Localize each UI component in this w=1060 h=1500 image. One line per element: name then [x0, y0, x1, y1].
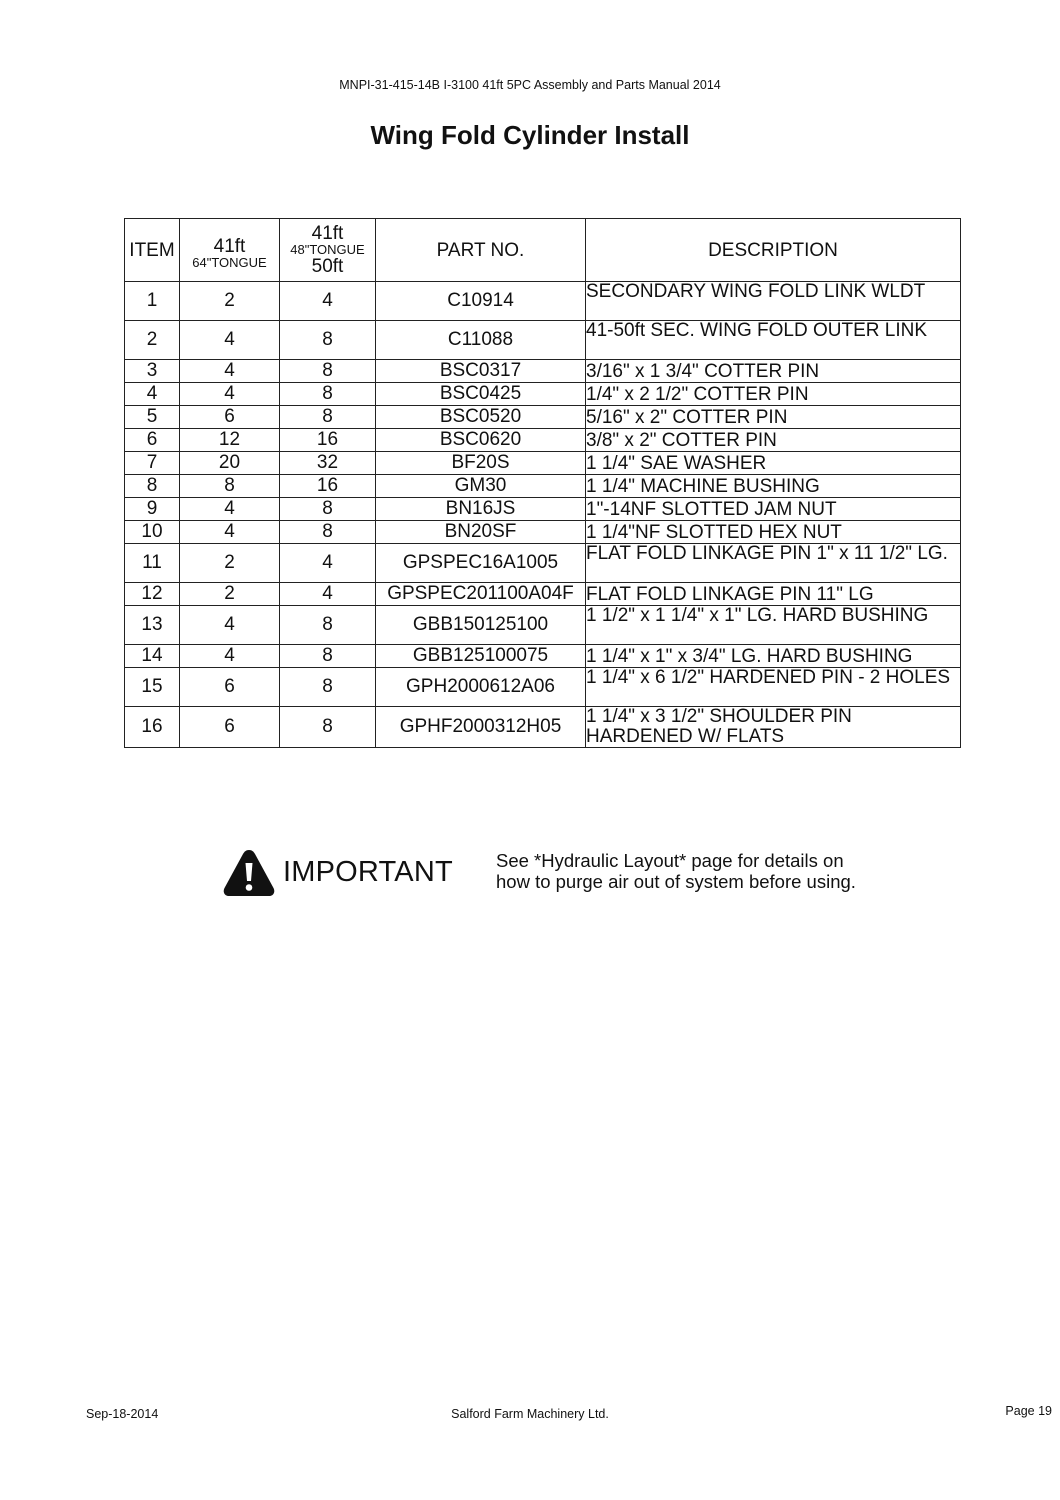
cell-qty-41ft: 6 — [180, 668, 280, 707]
table-row — [125, 321, 961, 360]
cell-part-no: BSC0620 — [376, 429, 586, 452]
footer-company: Salford Farm Machinery Ltd. — [451, 1407, 609, 1421]
important-text — [496, 850, 916, 892]
cell-description: 3/16" x 1 3/4" COTTER PIN — [586, 360, 961, 383]
cell-part-no: BF20S — [376, 452, 586, 475]
cell-item: 1 — [125, 282, 180, 321]
table-row — [125, 498, 961, 521]
cell-qty-41ft: 6 — [180, 406, 280, 429]
cell-qty-50ft: 8 — [280, 707, 376, 748]
cell-qty-50ft: 8 — [280, 668, 376, 707]
cell-part-no: GPH2000612A06 — [376, 668, 586, 707]
cell-description: 1 1/4" x 6 1/2" HARDENED PIN - 2 HOLES — [586, 668, 961, 707]
table-row — [125, 521, 961, 544]
cell-description: 3/8" x 2" COTTER PIN — [586, 429, 961, 452]
footer-page-number: Page 19 — [1005, 1404, 1052, 1418]
header-description: DESCRIPTION — [586, 219, 961, 282]
cell-item: 6 — [125, 429, 180, 452]
cell-qty-50ft: 4 — [280, 583, 376, 606]
cell-qty-41ft: 20 — [180, 452, 280, 475]
cell-item: 15 — [125, 668, 180, 707]
important-line-2: how to purge air out of system before using. — [496, 871, 856, 892]
parts-table — [124, 218, 961, 748]
cell-description: FLAT FOLD LINKAGE PIN 1" x 11 1/2" LG. — [586, 544, 961, 583]
cell-description: FLAT FOLD LINKAGE PIN 11" LG — [586, 583, 961, 606]
cell-part-no: C11088 — [376, 321, 586, 360]
cell-qty-50ft: 8 — [280, 406, 376, 429]
cell-qty-50ft: 4 — [280, 282, 376, 321]
cell-part-no: GBB150125100 — [376, 606, 586, 645]
cell-item: 12 — [125, 583, 180, 606]
cell-part-no: BSC0520 — [376, 406, 586, 429]
cell-description: 5/16" x 2" COTTER PIN — [586, 406, 961, 429]
important-label: IMPORTANT — [283, 856, 453, 888]
table-row — [125, 645, 961, 668]
cell-description: 1 1/4"NF SLOTTED HEX NUT — [586, 521, 961, 544]
cell-qty-41ft: 4 — [180, 498, 280, 521]
table-row — [125, 452, 961, 475]
cell-description: 1/4" x 2 1/2" COTTER PIN — [586, 383, 961, 406]
cell-qty-41ft: 4 — [180, 521, 280, 544]
cell-qty-41ft: 2 — [180, 282, 280, 321]
header-item: ITEM — [125, 219, 180, 282]
cell-qty-50ft: 8 — [280, 521, 376, 544]
table-row — [125, 282, 961, 321]
table-row — [125, 406, 961, 429]
cell-qty-41ft: 6 — [180, 707, 280, 748]
cell-item: 7 — [125, 452, 180, 475]
cell-item: 16 — [125, 707, 180, 748]
cell-part-no: GM30 — [376, 475, 586, 498]
cell-qty-50ft: 16 — [280, 475, 376, 498]
table-row — [125, 668, 961, 707]
table-row — [125, 707, 961, 748]
cell-qty-41ft: 4 — [180, 321, 280, 360]
cell-qty-41ft: 8 — [180, 475, 280, 498]
table-row — [125, 383, 961, 406]
cell-description: 1 1/4" SAE WASHER — [586, 452, 961, 475]
cell-qty-50ft: 8 — [280, 321, 376, 360]
cell-part-no: GBB125100075 — [376, 645, 586, 668]
header-qty-50ft: 41ft 48"TONGUE 50ft — [280, 219, 376, 282]
cell-qty-41ft: 4 — [180, 645, 280, 668]
cell-item: 14 — [125, 645, 180, 668]
cell-qty-41ft: 4 — [180, 360, 280, 383]
warning-triangle-icon — [222, 848, 276, 898]
cell-item: 3 — [125, 360, 180, 383]
cell-part-no: GPSPEC201100A04F — [376, 583, 586, 606]
cell-qty-50ft: 8 — [280, 645, 376, 668]
cell-part-no: BN20SF — [376, 521, 586, 544]
cell-qty-41ft: 12 — [180, 429, 280, 452]
cell-description: 1"-14NF SLOTTED JAM NUT — [586, 498, 961, 521]
cell-qty-41ft: 2 — [180, 583, 280, 606]
cell-qty-50ft: 8 — [280, 498, 376, 521]
table-header-row — [125, 219, 961, 282]
table-row — [125, 606, 961, 645]
cell-qty-50ft: 16 — [280, 429, 376, 452]
cell-description: 41-50ft SEC. WING FOLD OUTER LINK — [586, 321, 961, 360]
table-row — [125, 475, 961, 498]
cell-description: 1 1/2" x 1 1/4" x 1" LG. HARD BUSHING — [586, 606, 961, 645]
cell-qty-50ft: 32 — [280, 452, 376, 475]
cell-item: 9 — [125, 498, 180, 521]
cell-part-no: GPSPEC16A1005 — [376, 544, 586, 583]
important-line-1: See *Hydraulic Layout* page for details on — [496, 850, 844, 871]
cell-qty-50ft: 8 — [280, 606, 376, 645]
table-row — [125, 429, 961, 452]
important-notice — [222, 846, 922, 902]
cell-item: 8 — [125, 475, 180, 498]
cell-item: 13 — [125, 606, 180, 645]
cell-part-no: GPHF2000312H05 — [376, 707, 586, 748]
cell-item: 5 — [125, 406, 180, 429]
cell-item: 4 — [125, 383, 180, 406]
cell-part-no: BSC0317 — [376, 360, 586, 383]
cell-item: 2 — [125, 321, 180, 360]
cell-item: 11 — [125, 544, 180, 583]
table-row — [125, 544, 961, 583]
footer-date: Sep-18-2014 — [86, 1407, 159, 1421]
table-row — [125, 360, 961, 383]
cell-part-no: BSC0425 — [376, 383, 586, 406]
cell-description: SECONDARY WING FOLD LINK WLDT — [586, 282, 961, 321]
cell-part-no: BN16JS — [376, 498, 586, 521]
cell-description: 1 1/4" MACHINE BUSHING — [586, 475, 961, 498]
cell-qty-41ft: 4 — [180, 606, 280, 645]
cell-item: 10 — [125, 521, 180, 544]
cell-part-no: C10914 — [376, 282, 586, 321]
cell-description: 1 1/4" x 1" x 3/4" LG. HARD BUSHING — [586, 645, 961, 668]
page-title: Wing Fold Cylinder Install — [370, 120, 690, 150]
header-qty-41ft: 41ft 64"TONGUE — [180, 219, 280, 282]
cell-qty-50ft: 8 — [280, 383, 376, 406]
table-row — [125, 583, 961, 606]
header-part-no: PART NO. — [376, 219, 586, 282]
cell-qty-41ft: 4 — [180, 383, 280, 406]
cell-qty-50ft: 8 — [280, 360, 376, 383]
cell-description: 1 1/4" x 3 1/2" SHOULDER PIN HARDENED W/ FLATS — [586, 707, 961, 748]
document-header: MNPI-31-415-14B I-3100 41ft 5PC Assembly and Parts Manual 2014 — [339, 78, 721, 92]
cell-qty-41ft: 2 — [180, 544, 280, 583]
cell-qty-50ft: 4 — [280, 544, 376, 583]
